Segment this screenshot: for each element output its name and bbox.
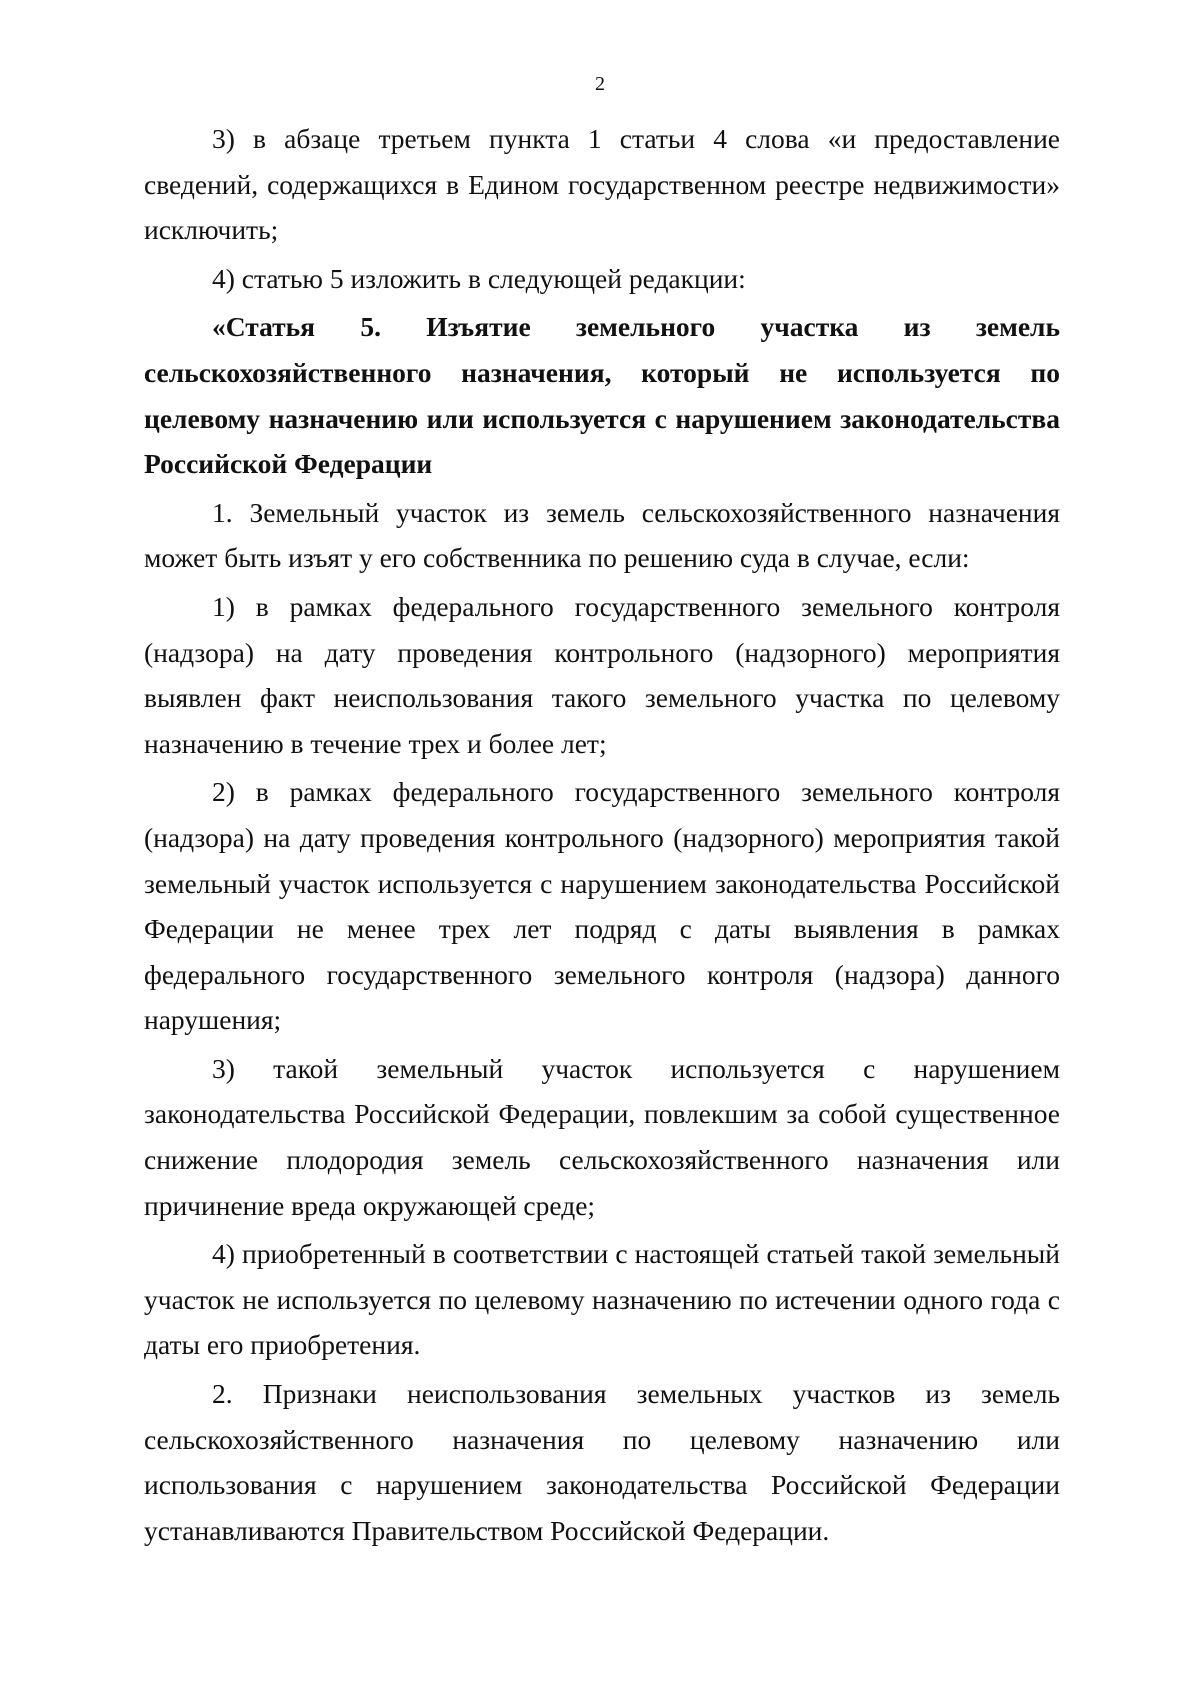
paragraph-clause-2: 2. Признаки неиспользования земельных участков из земель сельскохозяйственного назначения по целевому назначению или использования с нарушением законодательства Российской Федерации устанавливаются Правительством Российской Федерации. xyxy=(144,1378,1060,1546)
paragraph-amendment-4: 4) статью 5 изложить в следующей редакции: xyxy=(212,262,746,294)
paragraph-subclause-3: 3) такой земельный участок используется с нарушением законодательства Российской Федерации, повлекшим за собой существенное снижение плодородия земель сельскохозяйственного назначения или причинение вреда окружающей среде; xyxy=(144,1052,1060,1221)
paragraph-subclause-4: 4) приобретенный в соответствии с настоящей статьей такой земельный участок не используется по целевому назначению по истечении одного года с даты его приобретения. xyxy=(144,1238,1060,1361)
document-body xyxy=(144,116,1060,1553)
page-number: 2 xyxy=(595,73,605,95)
paragraph-amendment-3: 3) в абзаце третьем пункта 1 статьи 4 слова «и предоставление сведений, содержащихся в Едином государственном реестре недвижимости» исключить; xyxy=(144,123,1060,246)
paragraph-subclause-2: 2) в рамках федерального государственного земельного контроля (надзора) на дату проведения контрольного (надзорного) мероприятия такой земельный участок используется с нарушением законодательства Российской Федерации не менее трех лет подряд с даты выявления в рамках федерального государственного земельного контроля (надзора) данного нарушения; xyxy=(144,776,1060,1036)
paragraph-clause-1: 1. Земельный участок из земель сельскохозяйственного назначения может быть изъят у его собственника по решению суда в случае, если: xyxy=(144,496,1060,574)
paragraph-subclause-1: 1) в рамках федерального государственного земельного контроля (надзора) на дату проведения контрольного (надзорного) мероприятия выявлен факт неиспользования такого земельного участка по целевому назначению в течение трех и более лет; xyxy=(144,590,1060,759)
article-5-heading: «Статья 5. Изъятие земельного участка из земель сельскохозяйственного назначения, который не используется по целевому назначению или используется с нарушением законодательства Российской Федерации xyxy=(144,311,1060,480)
